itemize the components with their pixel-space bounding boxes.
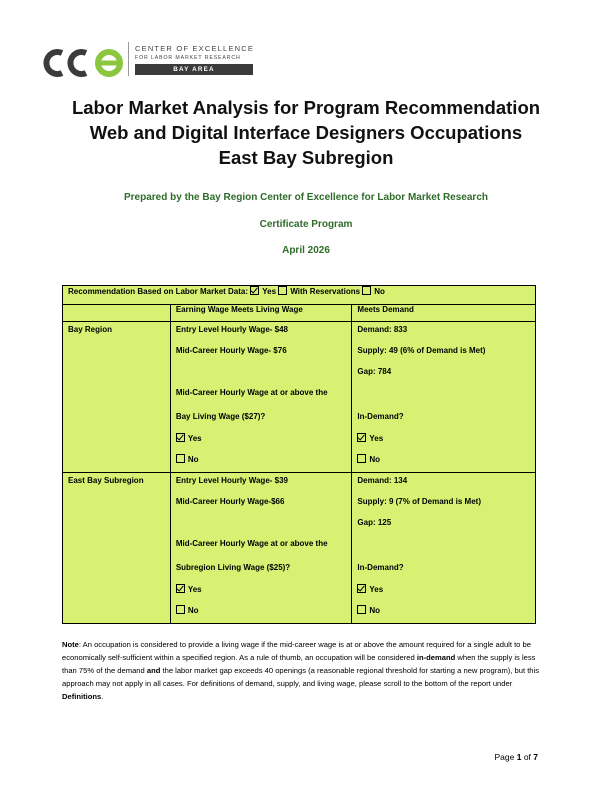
bay-demand-no: No — [369, 455, 381, 464]
east-living-q1: Mid-Career Hourly Wage at or above the — [175, 539, 328, 548]
east-demand-no: No — [369, 606, 381, 615]
region-bay: Bay Region — [68, 325, 113, 334]
opt-yes: Yes — [262, 287, 277, 296]
checkbox-no-icon — [362, 286, 371, 295]
east-demand-yes-checkbox-icon — [357, 584, 366, 593]
bay-wage-yes: Yes — [187, 434, 202, 443]
note-and: and — [146, 666, 161, 675]
blank-header-cell — [63, 305, 171, 322]
east-supply: Supply: 9 (7% of Demand is Met) — [357, 497, 481, 506]
org-name — [135, 44, 254, 75]
bay-demand-no-checkbox-icon — [357, 454, 366, 463]
recommendation-table — [62, 285, 536, 624]
title-line3: East Bay Subregion — [218, 147, 394, 168]
page-title — [0, 95, 612, 170]
east-demand-yes: Yes — [369, 585, 384, 594]
bay-wage-yes-checkbox-icon — [176, 433, 185, 442]
bay-living-q2: Bay Living Wage ($27)? — [175, 412, 266, 421]
checkbox-reservations-icon — [278, 286, 287, 295]
east-mid-wage: Mid-Career Hourly Wage-$66 — [175, 497, 285, 506]
bay-in-demand: In-Demand? — [357, 412, 404, 421]
col-demand-header: Meets Demand — [352, 305, 536, 322]
recommendation-header — [63, 286, 536, 305]
page-num: 1 — [516, 752, 522, 762]
bay-gap: Gap: 784 — [357, 367, 392, 376]
east-entry-wage: Entry Level Hourly Wage- $39 — [175, 476, 288, 485]
logo-divider — [128, 42, 129, 76]
note-label: Note — [62, 640, 79, 649]
bay-demand: Demand: 833 — [357, 325, 408, 334]
east-wage-yes-checkbox-icon — [176, 584, 185, 593]
page-total: 7 — [533, 752, 538, 762]
of-word: of — [521, 752, 534, 762]
page-number — [495, 752, 539, 762]
org-line3: BAY AREA — [135, 64, 253, 75]
bay-supply: Supply: 49 (6% of Demand is Met) — [357, 346, 486, 355]
page-word: Page — [494, 752, 517, 762]
region-east: East Bay Subregion — [68, 476, 144, 485]
note-in-demand: in-demand — [416, 653, 456, 662]
col-wage-header: Earning Wage Meets Living Wage — [170, 305, 352, 322]
bay-living-q1: Mid-Career Hourly Wage at or above the — [175, 388, 328, 397]
bay-demand-yes-checkbox-icon — [357, 433, 366, 442]
report-date: April 2026 — [282, 245, 330, 256]
bay-demand-yes: Yes — [369, 434, 384, 443]
bay-wage-no-checkbox-icon — [176, 454, 185, 463]
coe-logo-mark — [46, 52, 120, 74]
east-in-demand: In-Demand? — [357, 563, 404, 572]
org-line1: CENTER OF EXCELLENCE — [135, 44, 255, 53]
note-text3: the labor market gap exceeds 40 openings (a reasonable regional threshold for starting a new program), but this approach may not apply in all cases. For definitions of demand, supply, and living wage, please scroll to the bottom of the report under — [62, 666, 540, 688]
east-wage-no-checkbox-icon — [176, 605, 185, 614]
bay-mid-wage: Mid-Career Hourly Wage- $76 — [175, 346, 287, 355]
checkbox-yes-icon — [250, 286, 259, 295]
bay-wage-no: No — [187, 455, 199, 464]
note-text2: when the supply is less than 75% of the demand — [62, 653, 536, 675]
opt-reservations: With Reservations — [290, 287, 361, 296]
note-end: . — [101, 692, 104, 701]
table-row-east — [63, 473, 536, 624]
definitions-link[interactable]: Definitions — [62, 692, 102, 701]
opt-no: No — [374, 287, 385, 296]
east-wage-no: No — [187, 606, 199, 615]
east-gap: Gap: 125 — [357, 518, 392, 527]
org-line2: FOR LABOR MARKET RESEARCH — [135, 55, 241, 61]
note-text1: : An occupation is considered to provide a living wage if the mid-career wage is at or above the amount required for a single adult to be economically self-sufficient within a specified region. As a rule of thumb, an occupation will be considered — [62, 640, 531, 662]
recommendation-label: Recommendation Based on Labor Market Data: — [68, 287, 249, 296]
east-demand: Demand: 134 — [357, 476, 408, 485]
east-living-q2: Subregion Living Wage ($25)? — [175, 563, 291, 572]
table-row-bay — [63, 322, 536, 473]
title-line2: Web and Digital Interface Designers Occupations — [89, 122, 523, 143]
prepared-by: Prepared by the Bay Region Center of Excellence for Labor Market Research — [123, 192, 488, 203]
bay-entry-wage: Entry Level Hourly Wage- $48 — [175, 325, 288, 334]
program-type: Certificate Program — [259, 219, 353, 230]
title-line1: Labor Market Analysis for Program Recommendation — [71, 97, 541, 118]
east-demand-no-checkbox-icon — [357, 605, 366, 614]
note-paragraph — [62, 638, 552, 703]
east-wage-yes: Yes — [187, 585, 202, 594]
